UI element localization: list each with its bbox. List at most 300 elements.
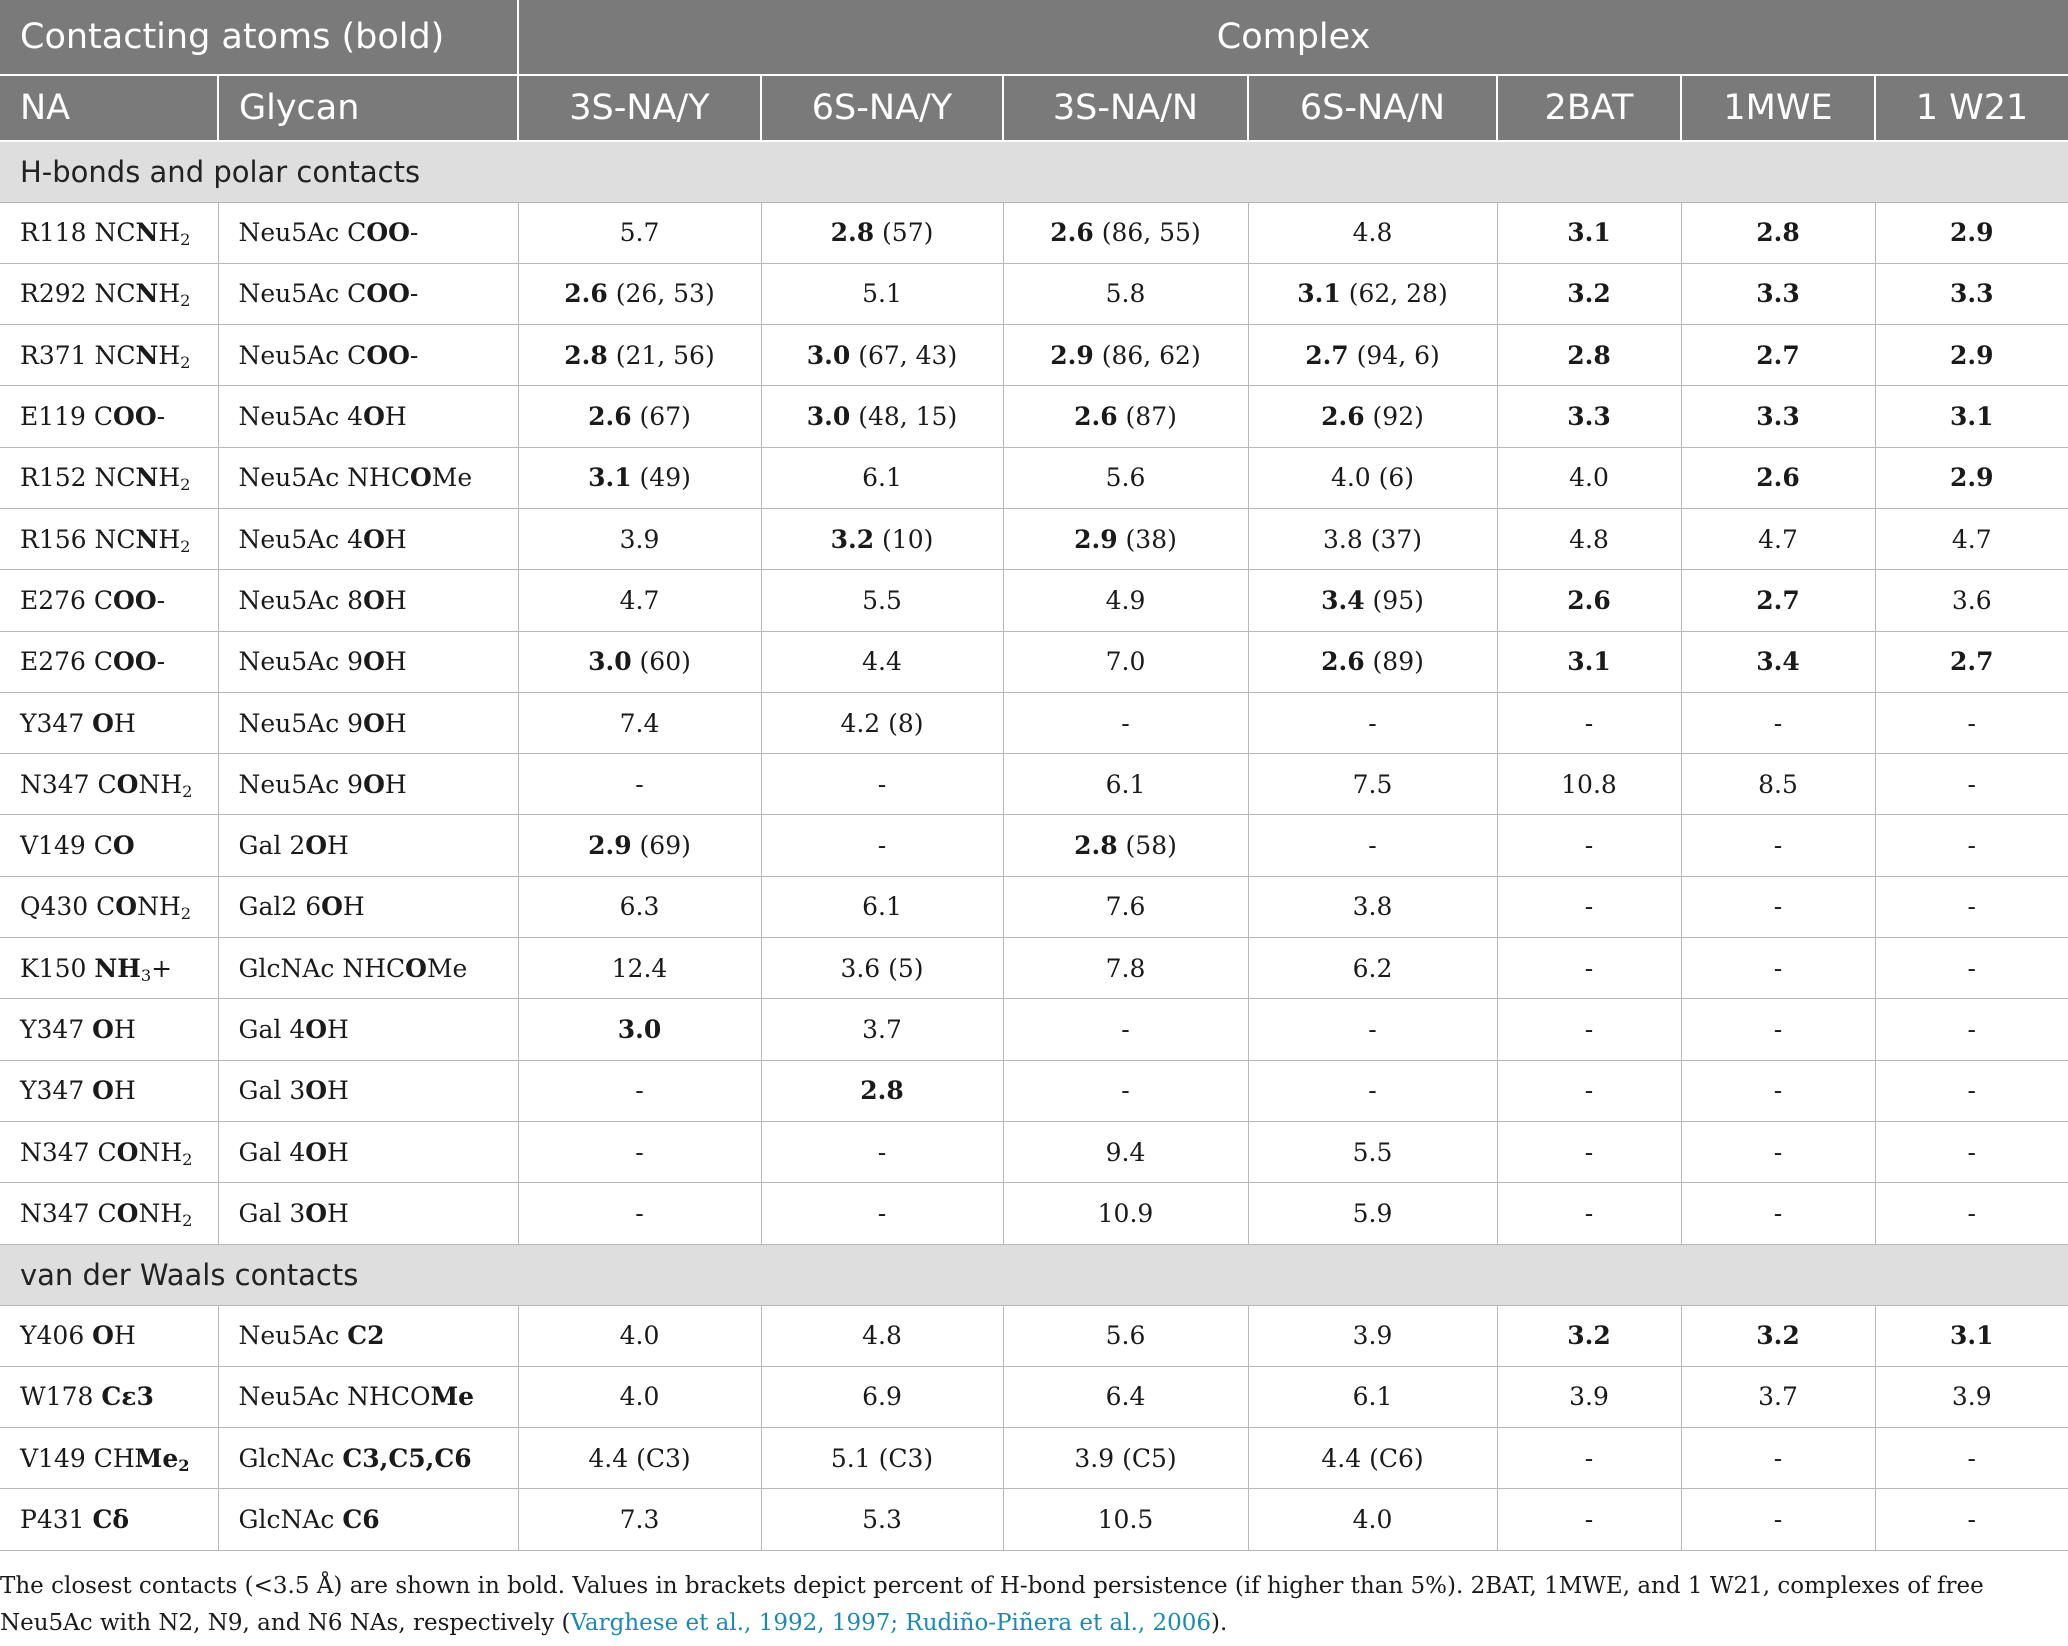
text-part: - [1773,1076,1783,1106]
cell-distance-1-w21 [1875,386,2068,447]
cell-distance-1mwe [1681,202,1875,263]
text-part: - [1584,892,1594,922]
text-part: R118 NC [20,218,136,248]
cell-distance-1mwe [1681,325,1875,386]
bold-atom: C3,C5,C6 [342,1443,472,1473]
cell-glycan-atom [218,815,518,876]
cell-distance-3s-na-n [1003,263,1248,324]
table-row [0,1366,2068,1427]
cell-distance-1-w21 [1875,631,2068,692]
cell-distance-1mwe [1681,570,1875,631]
text-part: 4.0 (6) [1330,463,1415,493]
bold-atom: 2.8 [1756,218,1800,248]
text-part: 6.1 [862,463,902,493]
bold-atom: 3.1 [1567,218,1611,248]
cell-distance-6s-na-y [761,508,1003,569]
cell-distance-6s-na-y [761,1428,1003,1489]
text-part: 4.0 [1569,463,1609,493]
text-part: - [1967,1198,1976,1228]
cell-distance-1mwe [1681,508,1875,569]
cell-distance-3s-na-n [1003,447,1248,508]
cell-distance-6s-na-y [761,1060,1003,1121]
text-part: H [384,769,407,799]
cell-na-residue [0,999,218,1060]
text-part: 5.5 [1352,1137,1393,1167]
bold-atom: O [363,585,385,615]
text-part: GlcNAc [238,1443,343,1473]
text-part: 6.1 [1105,769,1146,799]
cell-distance-6s-na-n [1248,938,1497,999]
text-part: 4.7 [1758,524,1798,554]
text-part: - [1584,1015,1594,1044]
footnote-references-link[interactable]: Varghese et al., 1992, 1997; Rudiño-Piñera et al., 2006 [570,1610,1212,1636]
bold-atom: 3.3 [1567,402,1611,432]
text-part: - [1368,1076,1377,1106]
text-part: E276 C [20,585,114,615]
cell-distance-3s-na-y [518,570,761,631]
section-header [0,141,2068,202]
text-part: - [409,279,419,309]
cell-distance-6s-na-n [1248,815,1497,876]
text-part: 7.8 [1105,953,1146,983]
text-part: H [327,1015,349,1044]
text-part: H [113,708,136,738]
text-part: - [1121,1076,1130,1106]
text-part: 3.8 [1352,892,1393,922]
cell-na-residue [0,938,218,999]
cell-distance-6s-na-y [761,325,1003,386]
cell-distance-6s-na-y [761,570,1003,631]
cell-distance-1mwe [1681,1121,1875,1182]
bold-atom: 2.8 [1567,340,1611,370]
cell-na-residue [0,202,218,263]
text-part: Y347 [20,1015,93,1044]
cell-distance-2bat [1497,1489,1681,1550]
bold-atom: 2.6 [1756,463,1800,493]
text-part: - [409,218,419,248]
text-part: - [635,1076,644,1106]
text-part: - [1967,953,1976,983]
cell-glycan-atom [218,1183,518,1244]
cell-distance-3s-na-n [1003,1428,1248,1489]
cell-distance-6s-na-y [761,1366,1003,1427]
text-part: (67) [631,402,691,432]
text-part: 5.3 [862,1505,902,1535]
cell-distance-6s-na-y [761,631,1003,692]
header-complex-1mwe: 1MWE [1681,75,1875,141]
bold-atom: 2.8 [860,1076,904,1106]
cell-distance-6s-na-n [1248,1489,1497,1550]
table-row [0,202,2068,263]
bold-atom: N [135,463,159,493]
cell-distance-6s-na-y [761,447,1003,508]
cell-distance-2bat [1497,325,1681,386]
cell-glycan-atom [218,1489,518,1550]
text-part: Neu5Ac NHC [238,463,410,493]
cell-distance-6s-na-y [761,263,1003,324]
subscript: 2 [178,1455,190,1475]
cell-distance-6s-na-y [761,938,1003,999]
bold-atom: 3.3 [1756,279,1800,309]
header-complex-2bat: 2BAT [1497,75,1681,141]
text-part: Neu5Ac NHCO [238,1382,431,1412]
cell-distance-3s-na-y [518,1428,761,1489]
cell-glycan-atom [218,999,518,1060]
text-part: - [1584,708,1594,738]
cell-na-residue [0,1366,218,1427]
bold-atom: C2 [347,1321,385,1351]
text-part: Neu5Ac [238,1321,348,1351]
text-part: 6.3 [619,892,660,922]
cell-distance-6s-na-y [761,1305,1003,1366]
header-complex-3s-na-y: 3S-NA/Y [518,75,761,141]
bold-atom: 2.9 [588,831,632,861]
bold-atom: 2.7 [1756,585,1800,615]
text-part: 10.5 [1097,1505,1154,1535]
cell-distance-3s-na-y [518,386,761,447]
subscript: 2 [182,1149,193,1169]
text-part: 9.4 [1105,1137,1146,1167]
cell-glycan-atom [218,938,518,999]
bold-atom: Cε3 [101,1382,154,1412]
cell-na-residue [0,447,218,508]
text-part: (60) [631,647,691,677]
cell-distance-1-w21 [1875,1183,2068,1244]
cell-na-residue [0,1489,218,1550]
bold-atom: O [116,1137,139,1167]
cell-distance-3s-na-n [1003,876,1248,937]
bold-atom: 2.8 [830,218,875,248]
cell-distance-6s-na-y [761,1489,1003,1550]
cell-distance-1mwe [1681,754,1875,815]
text-part: 5.1 [862,279,902,309]
cell-distance-1-w21 [1875,1305,2068,1366]
bold-atom: OO [113,647,157,677]
cell-glycan-atom [218,447,518,508]
text-part: 3.8 (37) [1322,524,1423,554]
cell-distance-6s-na-n [1248,263,1497,324]
footnote-text-2: and N6 NAs, respectively ( [257,1610,571,1636]
bold-atom: OO [113,585,157,615]
bold-atom: 3.0 [617,1015,662,1044]
subscript: 2 [180,904,192,924]
text-part: NH [138,769,183,799]
cell-distance-3s-na-n [1003,1060,1248,1121]
bold-atom: O [92,708,114,738]
bold-atom: O [92,1321,114,1351]
bold-atom: 3.2 [1756,1321,1800,1351]
bold-atom: 3.2 [1567,1321,1611,1351]
text-part: - [1967,1505,1976,1535]
section-title: H-bonds and polar contacts [0,141,2068,202]
cell-na-residue [0,692,218,753]
text-part: H [384,524,407,554]
bold-atom: O [363,402,385,432]
subscript: 2 [182,1210,193,1230]
text-part: (69) [631,831,691,861]
cell-glycan-atom [218,570,518,631]
text-part: - [1773,708,1783,738]
bold-atom: NH [94,953,141,983]
cell-distance-6s-na-n [1248,1305,1497,1366]
cell-distance-3s-na-y [518,508,761,569]
bold-atom: 2.9 [1950,340,1994,370]
cell-distance-1-w21 [1875,815,2068,876]
text-part: 7.4 [619,708,660,738]
bold-atom: 2.7 [1305,340,1349,370]
cell-distance-6s-na-n [1248,1060,1497,1121]
cell-distance-1mwe [1681,1489,1875,1550]
cell-glycan-atom [218,325,518,386]
cell-distance-1mwe [1681,631,1875,692]
text-part: H [113,1321,136,1351]
cell-na-residue [0,570,218,631]
cell-distance-6s-na-n [1248,447,1497,508]
cell-glycan-atom [218,386,518,447]
table-row [0,325,2068,386]
cell-distance-2bat [1497,202,1681,263]
text-part: (57) [874,218,934,248]
text-part: 5.6 [1105,463,1146,493]
text-part: H [327,831,349,861]
cell-distance-3s-na-y [518,938,761,999]
text-part: Neu5Ac 8 [238,585,364,615]
cell-distance-1-w21 [1875,508,2068,569]
bold-atom: 2.6 [1567,585,1611,615]
text-part: H [113,1015,136,1044]
text-part: - [1967,892,1976,922]
cell-distance-3s-na-y [518,447,761,508]
cell-distance-1mwe [1681,1366,1875,1427]
cell-distance-6s-na-y [761,386,1003,447]
text-part: H [327,1137,349,1167]
text-part: (86, 62) [1093,340,1201,370]
cell-distance-3s-na-n [1003,999,1248,1060]
cell-distance-3s-na-y [518,1366,761,1427]
text-part: - [1967,831,1976,861]
text-part: - [1967,1137,1976,1167]
text-part: 10.8 [1561,769,1617,799]
text-part: - [1773,892,1783,922]
text-part: (67, 43) [850,340,958,370]
text-part: 5.8 [1105,279,1146,309]
text-part: (89) [1364,647,1424,677]
text-part: P431 [20,1505,93,1535]
subscript: 2 [180,352,191,372]
text-part: R292 NC [20,279,136,309]
text-part: Me [426,953,468,983]
bold-atom: 2.6 [564,279,608,309]
text-part: 5.6 [1105,1321,1146,1351]
bold-atom: O [92,1015,114,1044]
text-part: 7.0 [1105,647,1146,677]
text-part: Neu5Ac C [238,218,367,248]
cell-distance-3s-na-n [1003,754,1248,815]
text-part: Neu5Ac C [238,279,367,309]
cell-glycan-atom [218,1060,518,1121]
cell-distance-2bat [1497,386,1681,447]
header-na: NA [0,75,218,141]
text-part: - [877,1137,887,1167]
cell-distance-6s-na-y [761,815,1003,876]
text-part: - [877,1198,887,1228]
table-footnote [0,1568,2060,1642]
text-part: 5.9 [1352,1198,1393,1228]
text-part: - [1584,831,1594,861]
bold-atom: 3.1 [1567,647,1611,677]
header-glycan: Glycan [218,75,518,141]
text-part: - [156,585,166,615]
cell-glycan-atom [218,508,518,569]
text-part: 4.7 [1951,524,1992,554]
text-part: V149 C [20,831,113,861]
cell-distance-1-w21 [1875,570,2068,631]
cell-distance-1-w21 [1875,1489,2068,1550]
text-part: H [384,647,407,677]
text-part: - [635,1198,644,1228]
cell-na-residue [0,1183,218,1244]
cell-distance-3s-na-n [1003,1305,1248,1366]
bold-atom: 2.6 [1321,402,1365,432]
cell-na-residue [0,815,218,876]
cell-distance-1mwe [1681,876,1875,937]
cell-distance-1mwe [1681,263,1875,324]
bold-atom: O [409,463,432,493]
cell-distance-3s-na-n [1003,570,1248,631]
text-part: N347 C [20,769,117,799]
cell-distance-2bat [1497,692,1681,753]
text-part: - [1368,831,1377,861]
cell-distance-1mwe [1681,999,1875,1060]
cell-distance-3s-na-n [1003,325,1248,386]
bold-atom: N [135,340,159,370]
cell-distance-3s-na-n [1003,692,1248,753]
cell-distance-1-w21 [1875,1121,2068,1182]
text-part: (94, 6) [1348,340,1440,370]
cell-distance-2bat [1497,938,1681,999]
text-part: (87) [1117,402,1177,432]
cell-distance-3s-na-y [518,325,761,386]
cell-distance-1-w21 [1875,1060,2068,1121]
cell-distance-6s-na-y [761,202,1003,263]
bold-atom: O [92,1076,114,1106]
cell-distance-1mwe [1681,447,1875,508]
footnote-text-3: ). [1211,1610,1228,1636]
text-part: 4.8 [1352,218,1393,248]
cell-distance-6s-na-y [761,876,1003,937]
cell-distance-3s-na-y [518,1060,761,1121]
text-part: - [1368,1015,1377,1044]
cell-distance-6s-na-n [1248,1428,1497,1489]
cell-distance-1-w21 [1875,692,2068,753]
cell-distance-3s-na-n [1003,202,1248,263]
cell-na-residue [0,386,218,447]
cell-distance-3s-na-y [518,1305,761,1366]
text-part: R152 NC [20,463,136,493]
table-row [0,263,2068,324]
text-part: (62, 28) [1340,279,1448,309]
table-row [0,1305,2068,1366]
text-part: - [877,769,887,799]
bold-atom: 2.6 [588,402,632,432]
cell-distance-1mwe [1681,1183,1875,1244]
text-part: - [156,402,166,432]
text-part: 3.7 [862,1015,902,1044]
text-part: H [158,218,181,248]
text-part: H [158,340,181,370]
text-part: (26, 53) [607,279,715,309]
cell-distance-6s-na-n [1248,1366,1497,1427]
table-row [0,692,2068,753]
cell-glycan-atom [218,1121,518,1182]
table-row [0,876,2068,937]
cell-distance-3s-na-y [518,876,761,937]
cell-distance-3s-na-y [518,754,761,815]
cell-distance-3s-na-n [1003,1366,1248,1427]
bold-atom: O [321,892,343,922]
text-part: - [1773,1443,1783,1473]
cell-distance-6s-na-n [1248,570,1497,631]
cell-distance-3s-na-y [518,1489,761,1550]
cell-distance-3s-na-y [518,1183,761,1244]
bold-atom: Me [430,1382,475,1412]
text-part: H [113,1076,136,1106]
bold-atom: Me [134,1443,179,1473]
text-part: Neu5Ac 4 [238,402,364,432]
text-part: (92) [1364,402,1424,432]
text-part: V149 CH [20,1443,135,1473]
text-part: 7.5 [1352,769,1393,799]
bold-atom: 2.9 [1050,340,1094,370]
text-part: Gal 4 [238,1015,306,1044]
text-part: - [1967,1076,1976,1106]
cell-na-residue [0,325,218,386]
cell-distance-6s-na-n [1248,631,1497,692]
cell-distance-1-w21 [1875,999,2068,1060]
text-part: H [158,279,181,309]
table-row [0,386,2068,447]
cell-distance-3s-na-n [1003,815,1248,876]
text-part: - [1773,831,1783,861]
cell-distance-2bat [1497,999,1681,1060]
text-part: 3.7 [1758,1382,1798,1412]
text-part: Gal 3 [238,1198,306,1228]
text-part: E119 C [20,402,114,432]
cell-na-residue [0,631,218,692]
bold-atom: O [405,953,427,983]
bold-atom: 2.9 [1950,463,1994,493]
bold-atom: OO [366,218,410,248]
cell-distance-6s-na-n [1248,1121,1497,1182]
text-part: Neu5Ac 9 [238,708,364,738]
cell-na-residue [0,1060,218,1121]
bold-atom: 2.8 [564,340,608,370]
table-row [0,1060,2068,1121]
cell-distance-2bat [1497,815,1681,876]
text-part: Me [431,463,473,493]
bold-atom: 3.0 [806,340,851,370]
cell-distance-6s-na-n [1248,876,1497,937]
text-part: Neu5Ac 9 [238,769,364,799]
text-part: Neu5Ac 9 [238,647,364,677]
cell-glycan-atom [218,1366,518,1427]
cell-distance-6s-na-y [761,754,1003,815]
cell-na-residue [0,1428,218,1489]
cell-distance-3s-na-y [518,263,761,324]
text-part: GlcNAc NHC [238,953,406,983]
text-part: - [1773,1137,1783,1167]
text-part: + [151,953,173,983]
